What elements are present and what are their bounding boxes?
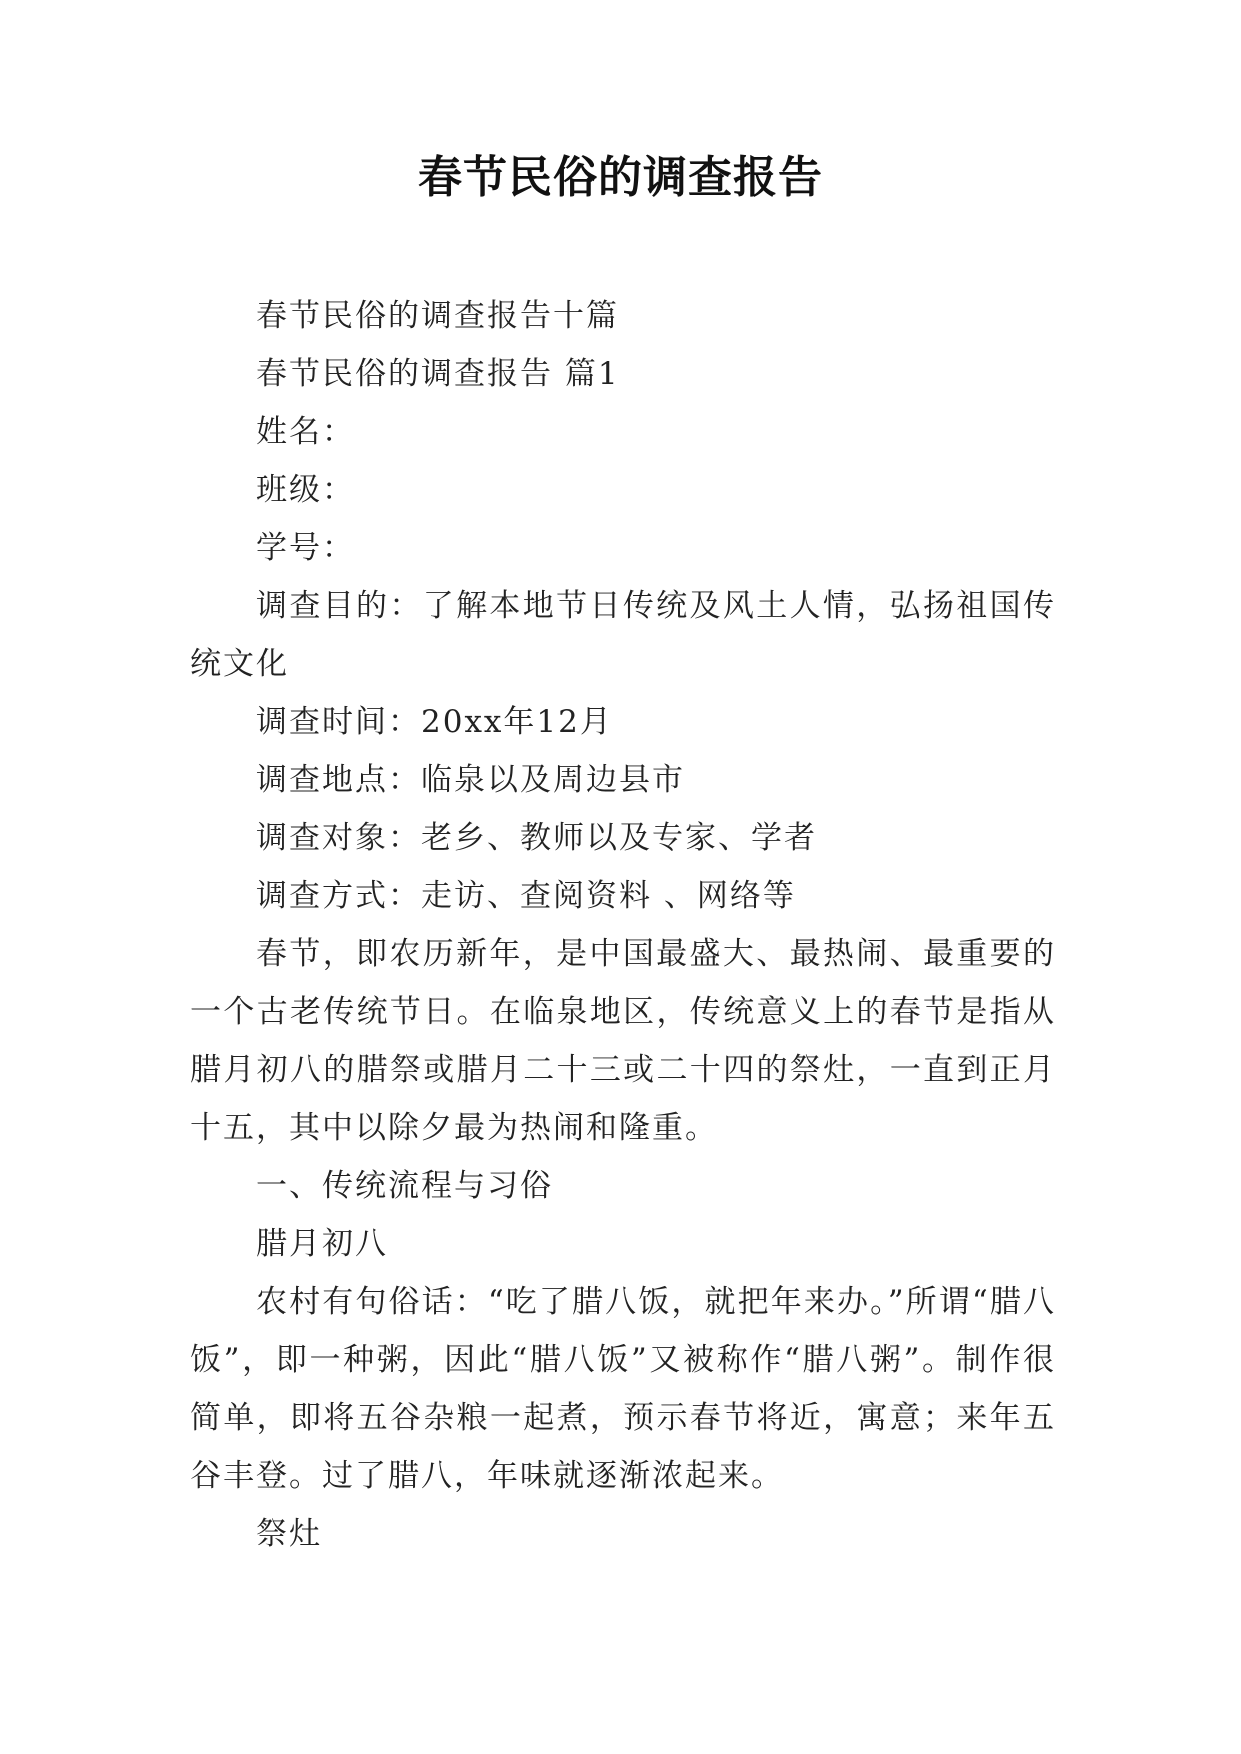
purpose-paragraph: 调查目的：了解本地节日传统及风土人情，弘扬祖国传统文化 (190, 588, 1056, 682)
section-heading: 春节民俗的调查报告 篇1 (256, 356, 620, 392)
student-id-field-label: 学号： (256, 530, 355, 566)
jizao-heading: 祭灶 (256, 1516, 322, 1552)
name-field-label: 姓名： (256, 414, 355, 450)
section-one-heading: 一、传统流程与习俗 (256, 1168, 553, 1204)
location-paragraph: 调查地点：临泉以及周边县市 (256, 762, 685, 798)
subjects-paragraph: 调查对象：老乡、教师以及专家、学者 (256, 820, 817, 856)
subtitle-paragraph: 春节民俗的调查报告十篇 (256, 298, 619, 334)
class-field-label: 班级： (256, 472, 355, 508)
intro-paragraph: 春节，即农历新年，是中国最盛大、最热闹、最重要的一个古老传统节日。在临泉地区，传统意义上的春节是指从腊月初八的腊祭或腊月二十三或二十四的祭灶，一直到正月十五，其中以除夕最为热闹和隆重。 (190, 936, 1056, 1146)
laba-heading: 腊月初八 (256, 1226, 388, 1262)
laba-paragraph: 农村有句俗话：“吃了腊八饭，就把年来办。”所谓“腊八饭”，即一种粥，因此“腊八饭”又被称作“腊八粥”。制作很简单，即将五谷杂粮一起煮，预示春节将近，寓意；来年五谷丰登。过了腊八，年味就逐渐浓起来。 (190, 1284, 1056, 1494)
document-body (190, 287, 1056, 1563)
time-paragraph: 调查时间：20xx年12月 (256, 704, 613, 740)
document-title: 春节民俗的调查报告 (418, 152, 823, 203)
method-paragraph: 调查方式：走访、查阅资料 、网络等 (256, 878, 796, 914)
